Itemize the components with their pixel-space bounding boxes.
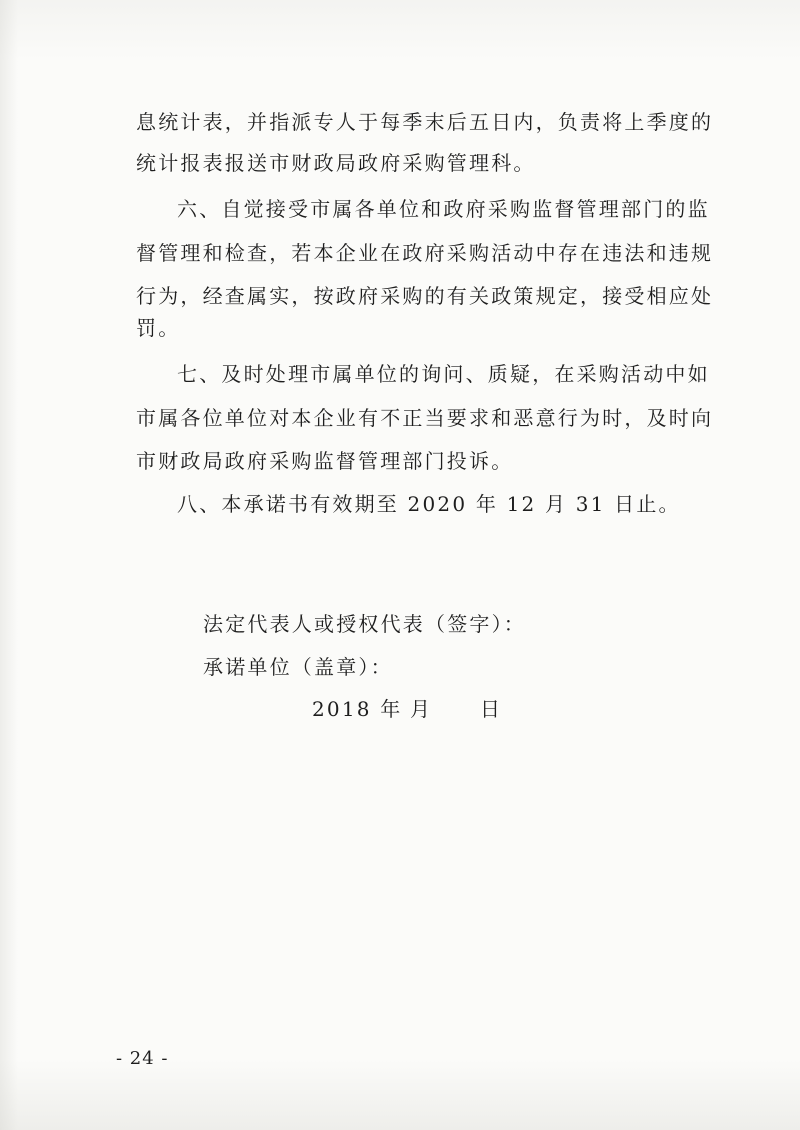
unit-seal-label: 承诺单位（盖章）： — [203, 655, 393, 679]
page-number: - 24 - — [116, 1048, 169, 1069]
scan-shadow — [0, 0, 18, 1130]
body-line: 罚。 — [136, 316, 181, 340]
representative-signature-label: 法定代表人或授权代表（签字）： — [203, 612, 526, 636]
body-line: 市财政局政府采购监督管理部门投诉。 — [136, 449, 514, 473]
date-day: 日 — [480, 697, 503, 721]
clause-eight: 八、本承诺书有效期至 2020 年 12 月 31 日止。 — [177, 492, 681, 516]
body-line: 督管理和检查，若本企业在政府采购活动中存在违法和违规 — [136, 241, 714, 265]
clause-seven: 七、及时处理市属单位的询问、质疑，在采购活动中如 — [177, 362, 710, 386]
clause-six: 六、自觉接受市属各单位和政府采购监督管理部门的监 — [177, 197, 710, 221]
date-month: 月 — [410, 697, 433, 721]
body-line: 统计报表报送市财政局政府采购管理科。 — [136, 151, 536, 175]
body-line: 市属各位单位对本企业有不正当要求和恶意行为时，及时向 — [136, 406, 714, 430]
date-year: 2018 年 — [312, 697, 403, 721]
body-line: 行为，经查属实，按政府采购的有关政策规定，接受相应处 — [136, 284, 714, 308]
body-line: 息统计表，并指派专人于每季末后五日内，负责将上季度的 — [136, 110, 714, 134]
